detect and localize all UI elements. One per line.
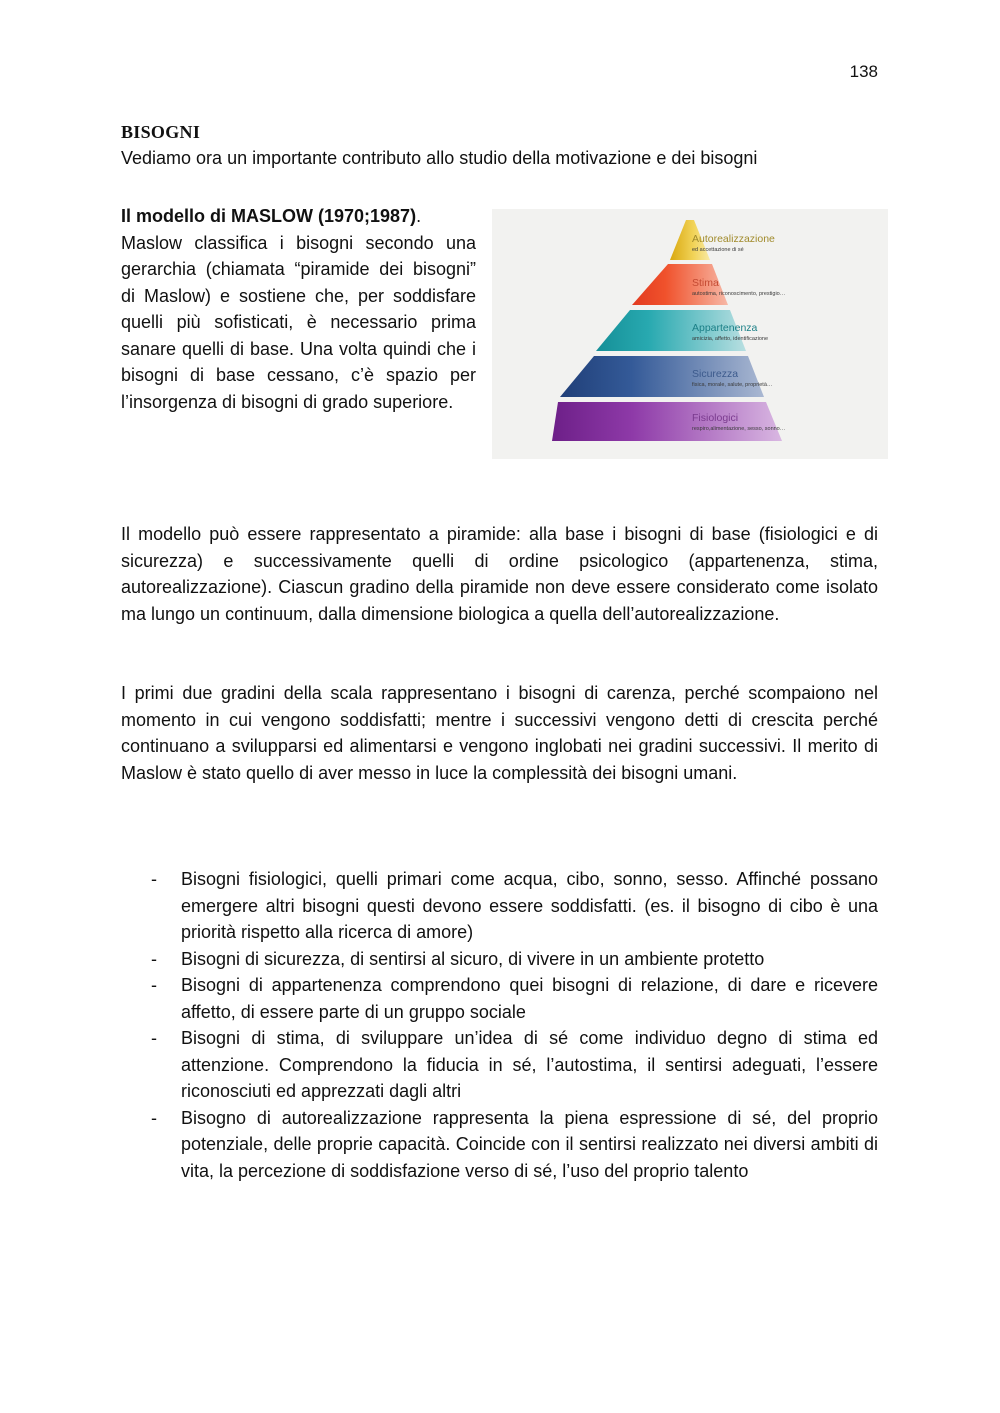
pyramid-level-5-shape — [552, 402, 782, 441]
paragraph-pyramid-model: Il modello può essere rappresentato a piramide: alla base i bisogni di base (fisiologici e di sicurezza) e successivamente quelli di ordine psicologico (appartenenza, stima, autorealizzazione). Ciascun gradino della piramide non deve essere considerato come isolato ma lungo un continuum, dalla dimensione biologica a quella dell’autorealizzazione. — [121, 524, 878, 624]
bullet-dash: - — [151, 1107, 157, 1128]
pyramid-level-3-sub: amicizia, affetto, identificazione — [692, 336, 769, 342]
pyramid-level-4-name: Sicurezza — [692, 368, 739, 380]
pyramid-level-5-sub: respiro,alimentazione, sesso, sonno… — [692, 426, 786, 432]
page-number: 138 — [849, 62, 878, 81]
needs-bullet-list — [121, 866, 878, 1184]
list-item-text: Bisogni di appartenenza comprendono quei bisogni di relazione, di dare e ricevere affetto, di essere parte di un gruppo sociale — [181, 975, 878, 1022]
list-item — [121, 946, 878, 973]
maslow-description: Maslow classifica i bisogni secondo una gerarchia (chiamata “piramide dei bisogni” di Maslow) e sostiene che, per soddisfare quelli più sofisticati, è necessario prima sanare quelli di base. Una volta quindi che i bisogni di base cessano, c’è spazio per l’insorgenza di bisogni di grado superiore. — [121, 232, 476, 412]
maslow-model-title: Il modello di MASLOW (1970;1987) — [121, 206, 417, 226]
list-item — [121, 866, 878, 946]
bullet-dash: - — [151, 869, 157, 889]
title-period: . — [416, 206, 422, 226]
maslow-intro-column — [121, 203, 476, 415]
bullet-dash: - — [151, 948, 157, 969]
pyramid-level-2-sub: autostima, riconoscimento, prestigio… — [692, 291, 786, 297]
maslow-pyramid — [492, 209, 888, 459]
list-item-text: Bisogno di autorealizzazione rappresenta la piena espressione di sé, del proprio potenziale, delle proprie capacità. Coincide con il sentirsi realizzato nei diversi ambiti di vita, la percezione di soddisfazione verso di sé, l’uso del proprio talento — [181, 1107, 878, 1181]
pyramid-level-5-name: Fisiologici — [692, 412, 739, 424]
list-item-text: Bisogni di stima, di sviluppare un’idea di sé come individuo degno di stima ed attenzione. Comprendono la fiducia in sé, l’autostima, il sentirsi adeguati, l’essere riconosciuti ed apprezzati dagli altri — [181, 1028, 878, 1101]
bullet-dash: - — [151, 975, 157, 995]
pyramid-level-2-name: Stima — [692, 277, 719, 289]
list-item — [121, 972, 878, 1025]
list-item-text: Bisogni fisiologici, quelli primari come acqua, cibo, sonno, sesso. Affinché possano emergere altri bisogni questi devono essere soddisfatti. (es. il bisogno di cibo è una priorità rispetto alla ricerca di amore) — [181, 869, 878, 942]
paragraph-needs-types: I primi due gradini della scala rappresentano i bisogni di carenza, perché scompaiono nel momento in cui vengono soddisfatti; mentre i successivi vengono detti di crescita perché continuano a svilupparsi ed alimentarsi e vengono inglobati nei gradini successivi. Il merito di Maslow è stato quello di aver messo in luce la complessità dei bisogni umani. — [121, 683, 878, 783]
list-item — [121, 1025, 878, 1105]
list-item — [121, 1105, 878, 1185]
list-item-text: Bisogni di sicurezza, di sentirsi al sicuro, di vivere in un ambiente protetto — [181, 948, 765, 969]
pyramid-level-4-sub: fisica, morale, salute, proprietà… — [692, 382, 773, 388]
pyramid-level-3-name: Appartenenza — [692, 322, 758, 334]
pyramid-level-1-name: Autorealizzazione — [692, 233, 775, 245]
bullet-dash: - — [151, 1028, 157, 1048]
intro-text: Vediamo ora un importante contributo allo studio della motivazione e dei bisogni — [121, 148, 758, 168]
maslow-title-line — [121, 203, 476, 230]
section-heading: BISOGNI — [121, 122, 201, 142]
maslow-pyramid-image — [492, 209, 888, 459]
pyramid-level-1-sub: ed accettazione di sé — [692, 247, 744, 253]
